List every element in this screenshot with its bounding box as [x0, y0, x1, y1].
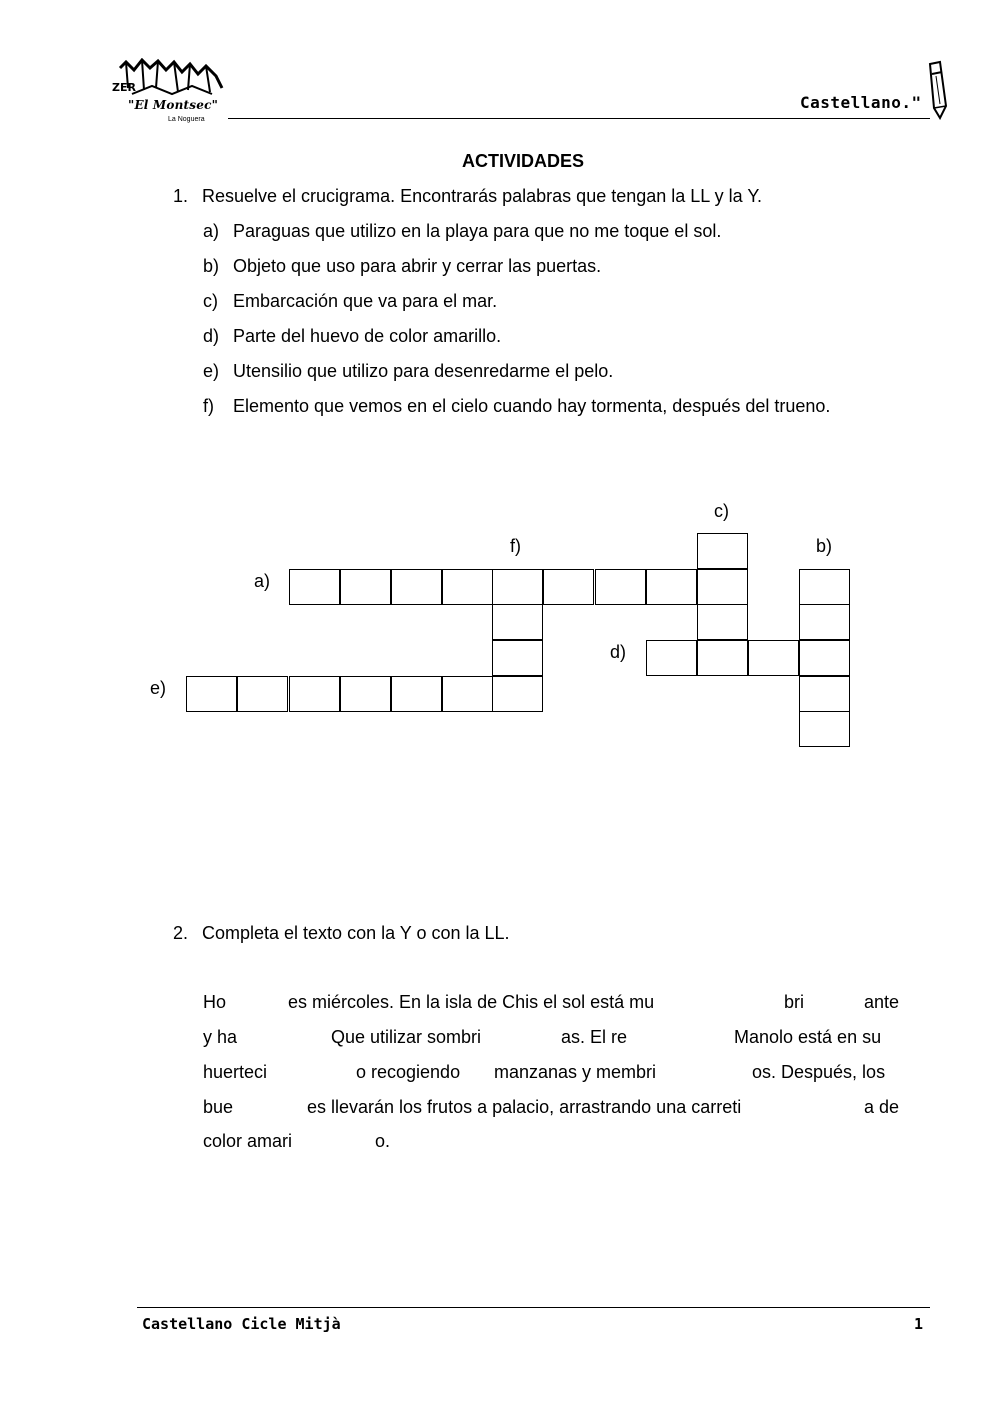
- text-fragment: bue: [203, 1097, 234, 1117]
- q2-text: Completa el texto con la Y o con la LL.: [202, 923, 510, 943]
- crossword-cell[interactable]: [492, 640, 543, 676]
- crossword-label-a: a): [254, 571, 271, 591]
- crossword-cell[interactable]: [442, 569, 493, 605]
- crossword-cell[interactable]: [697, 569, 748, 605]
- text-fragment: es llevarán los frutos a palacio, arrastrando una carreti: [307, 1097, 742, 1117]
- crossword-cell[interactable]: [697, 604, 748, 640]
- clue-f-text: Elemento que vemos en el cielo cuando hay tormenta, después del trueno.: [233, 396, 831, 416]
- pencil-icon: [926, 60, 950, 120]
- text-fragment: Que utilizar sombri: [331, 1027, 482, 1047]
- crossword-cell[interactable]: [799, 640, 850, 676]
- crossword-cell[interactable]: [492, 676, 543, 712]
- crossword-cell[interactable]: [289, 569, 340, 605]
- q1-number: 1.: [173, 186, 189, 206]
- text-fragment: as. El re: [561, 1027, 628, 1047]
- crossword-label-e: e): [150, 678, 167, 698]
- q1-text: Resuelve el crucigrama. Encontrarás palabras que tengan la LL y la Y.: [202, 186, 763, 206]
- crossword-cell[interactable]: [237, 676, 288, 712]
- text-fragment: o.: [375, 1131, 391, 1151]
- text-fragment: ante: [864, 992, 900, 1012]
- crossword-cell[interactable]: [646, 569, 697, 605]
- clue-e-text: Utensilio que utilizo para desenredarme el pelo.: [233, 361, 614, 381]
- clue-d-letter: d): [203, 326, 220, 346]
- crossword-cell[interactable]: [543, 569, 594, 605]
- mountain-logo-icon: [112, 58, 230, 102]
- crossword-cell[interactable]: [289, 676, 340, 712]
- crossword-cell[interactable]: [646, 640, 697, 676]
- logo-title: "El Montsec": [128, 98, 219, 112]
- text-fragment: y ha: [203, 1027, 238, 1047]
- text-fragment: es miércoles. En la isla de Chis el sol está mu: [288, 992, 655, 1012]
- crossword-label-b: b): [816, 536, 833, 556]
- header-rule: [228, 118, 930, 119]
- text-fragment: a de: [864, 1097, 900, 1117]
- crossword-cell[interactable]: [697, 640, 748, 676]
- crossword-label-d: d): [610, 642, 627, 662]
- crossword-cell[interactable]: [595, 569, 646, 605]
- crossword-cell[interactable]: [799, 711, 850, 747]
- text-fragment: Ho: [203, 992, 227, 1012]
- clue-f-letter: f): [203, 396, 214, 416]
- q2-number: 2.: [173, 923, 189, 943]
- text-fragment: o recogiendo: [356, 1062, 461, 1082]
- crossword-cell[interactable]: [697, 533, 748, 569]
- text-fragment: manzanas y membri: [494, 1062, 657, 1082]
- crossword-cell[interactable]: [799, 604, 850, 640]
- text-fragment: os. Después, los: [752, 1062, 886, 1082]
- crossword-cell[interactable]: [340, 676, 391, 712]
- crossword-cell[interactable]: [492, 604, 543, 640]
- clue-d-text: Parte del huevo de color amarillo.: [233, 326, 502, 346]
- clue-a-letter: a): [203, 221, 220, 241]
- logo-subtitle: La Noguera: [168, 116, 205, 123]
- text-fragment: Manolo está en su: [734, 1027, 882, 1047]
- crossword-cell[interactable]: [391, 676, 442, 712]
- text-fragment: huerteci: [203, 1062, 268, 1082]
- crossword-cell[interactable]: [492, 569, 543, 605]
- footer-course: Castellano Cicle Mitjà: [142, 1315, 341, 1333]
- text-fragment: color amari: [203, 1131, 293, 1151]
- header-title: Castellano.": [800, 93, 922, 112]
- crossword-cell[interactable]: [186, 676, 237, 712]
- crossword-cell[interactable]: [391, 569, 442, 605]
- clue-c-letter: c): [203, 291, 218, 311]
- crossword-cell[interactable]: [748, 640, 799, 676]
- school-logo: [112, 58, 230, 128]
- clue-b-letter: b): [203, 256, 220, 276]
- crossword-cell[interactable]: [799, 676, 850, 712]
- crossword-cell[interactable]: [340, 569, 391, 605]
- clue-b-text: Objeto que uso para abrir y cerrar las puertas.: [233, 256, 602, 276]
- crossword-label-f: f): [510, 536, 521, 556]
- crossword-cell[interactable]: [799, 569, 850, 605]
- clue-a-text: Paraguas que utilizo en la playa para que no me toque el sol.: [233, 221, 722, 241]
- clue-e-letter: e): [203, 361, 220, 381]
- page-number: 1: [914, 1315, 924, 1333]
- footer-rule: [137, 1307, 930, 1308]
- crossword-label-c: c): [714, 501, 729, 521]
- crossword-cell[interactable]: [442, 676, 493, 712]
- clue-c-text: Embarcación que va para el mar.: [233, 291, 498, 311]
- logo-zer: ZER: [112, 81, 136, 94]
- text-fragment: bri: [784, 992, 805, 1012]
- page-heading: ACTIVIDADES: [461, 151, 584, 171]
